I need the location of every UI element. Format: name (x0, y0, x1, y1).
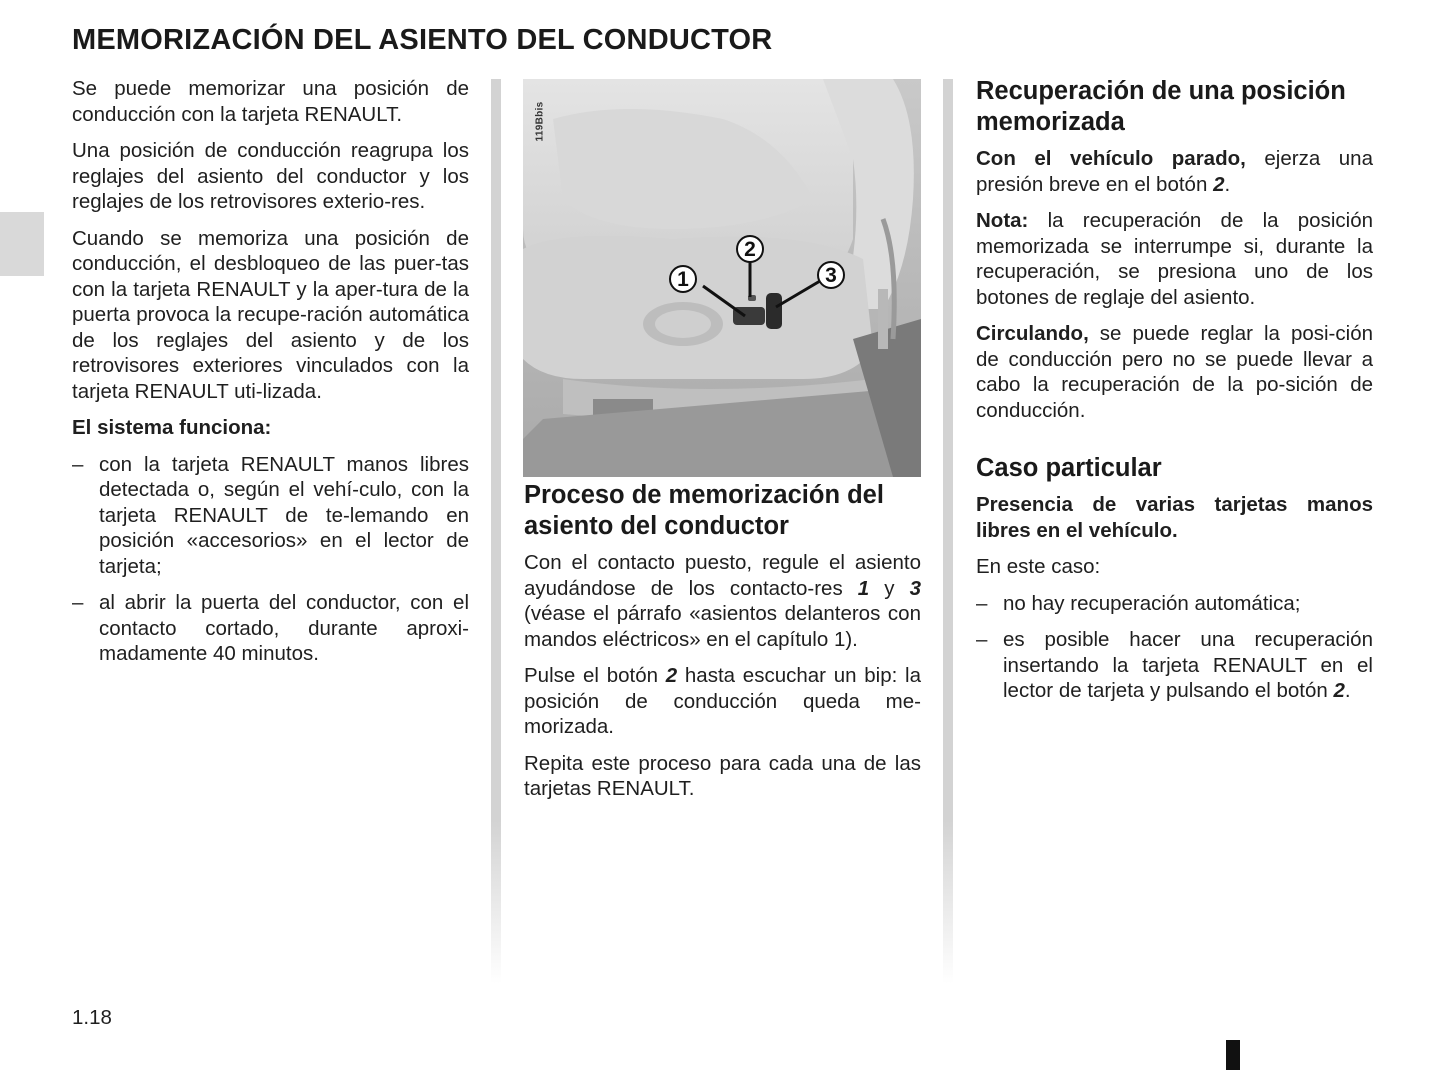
note-paragraph: Nota: la recuperación de la posición memorizada se interrumpe si, durante la recuperación, se presiona uno de los botones de reglaje del asiento. (976, 209, 1373, 309)
memorization-heading: Proceso de memorización del asiento del conductor (524, 481, 884, 540)
in-this-case-paragraph: En este caso: (976, 555, 1101, 578)
page-number: 1.18 (72, 1006, 112, 1029)
left-column (72, 76, 469, 678)
callout-1: 1 (669, 265, 697, 293)
list-item: – con la tarjeta RENAULT manos libres detectada o, según el vehí-culo, con la tarjeta RENAULT de te-lemando en posición «accesorios» en el lector de tarjeta; (72, 452, 469, 578)
column-divider-right (943, 79, 953, 984)
system-heading: El sistema funciona: (72, 416, 272, 439)
dash-bullet: – (72, 452, 84, 476)
dash-bullet: – (976, 591, 988, 615)
special-case-heading: Caso particular (976, 454, 1162, 482)
intro-paragraph: Se puede memorizar una posición de conducción con la tarjeta RENAULT. (72, 77, 469, 126)
page-title: MEMORIZACIÓN DEL ASIENTO DEL CONDUCTOR (72, 24, 773, 56)
recall-heading: Recuperación de una posición memorizada (976, 77, 1346, 136)
adjust-paragraph: Con el contacto puesto, regule el asiento ayudándose de los contacto-res 1 y 3 (véase el párrafo «asientos delanteros con mandos eléctricos» en el capítulo 1). (524, 551, 921, 651)
chapter-side-tab (0, 212, 44, 276)
page-corner-mark (1226, 1040, 1240, 1070)
definition-paragraph: Una posición de conducción reagrupa los reglajes del asiento del conductor y los reglajes de los retrovisores exterio-res. (72, 139, 469, 213)
special-case-list (976, 591, 1373, 704)
recall-paragraph: Cuando se memoriza una posición de conducción, el desbloqueo de las puer-tas con la tarjeta RENAULT y la aper-tura de la puerta provoca la recupe-ración automática de los reglajes del asiento y de los retrovisores exteriores vinculados con la tarjeta RENAULT uti-lizada. (72, 226, 469, 403)
middle-column (524, 480, 921, 813)
photo-reference-code: 119Bbis (534, 101, 546, 141)
list-item: – al abrir la puerta del conductor, con el contacto cortado, durante aproxi-madamente 40 minutos. (72, 591, 469, 665)
callout-2: 2 (736, 235, 764, 263)
seat-photo (523, 79, 921, 477)
dash-bullet: – (72, 591, 84, 614)
right-column (976, 76, 1373, 715)
repeat-paragraph: Repita este proceso para cada una de las tarjetas RENAULT. (524, 751, 921, 800)
system-conditions-list (72, 452, 469, 667)
stopped-vehicle-paragraph: Con el vehículo parado, ejerza una presión breve en el botón 2. (976, 147, 1373, 196)
callout-3: 3 (817, 261, 845, 289)
multiple-cards-subheading: Presencia de varias tarjetas manos libres en el vehículo. (976, 493, 1373, 542)
dash-bullet: – (976, 628, 988, 651)
list-item: – no hay recuperación automática; (976, 591, 1301, 615)
column-divider-left (491, 79, 501, 984)
press-button-paragraph: Pulse el botón 2 hasta escuchar un bip: la posición de conducción queda me-morizada. (524, 664, 922, 738)
list-item: – es posible hacer una recuperación insertando la tarjeta RENAULT en el lector de tarjeta y pulsando el botón 2. (976, 628, 1373, 702)
driving-paragraph: Circulando, se puede reglar la posi-ción de conducción pero no se puede llevar a cabo la recuperación de la po-sición de conducción. (976, 322, 1373, 422)
